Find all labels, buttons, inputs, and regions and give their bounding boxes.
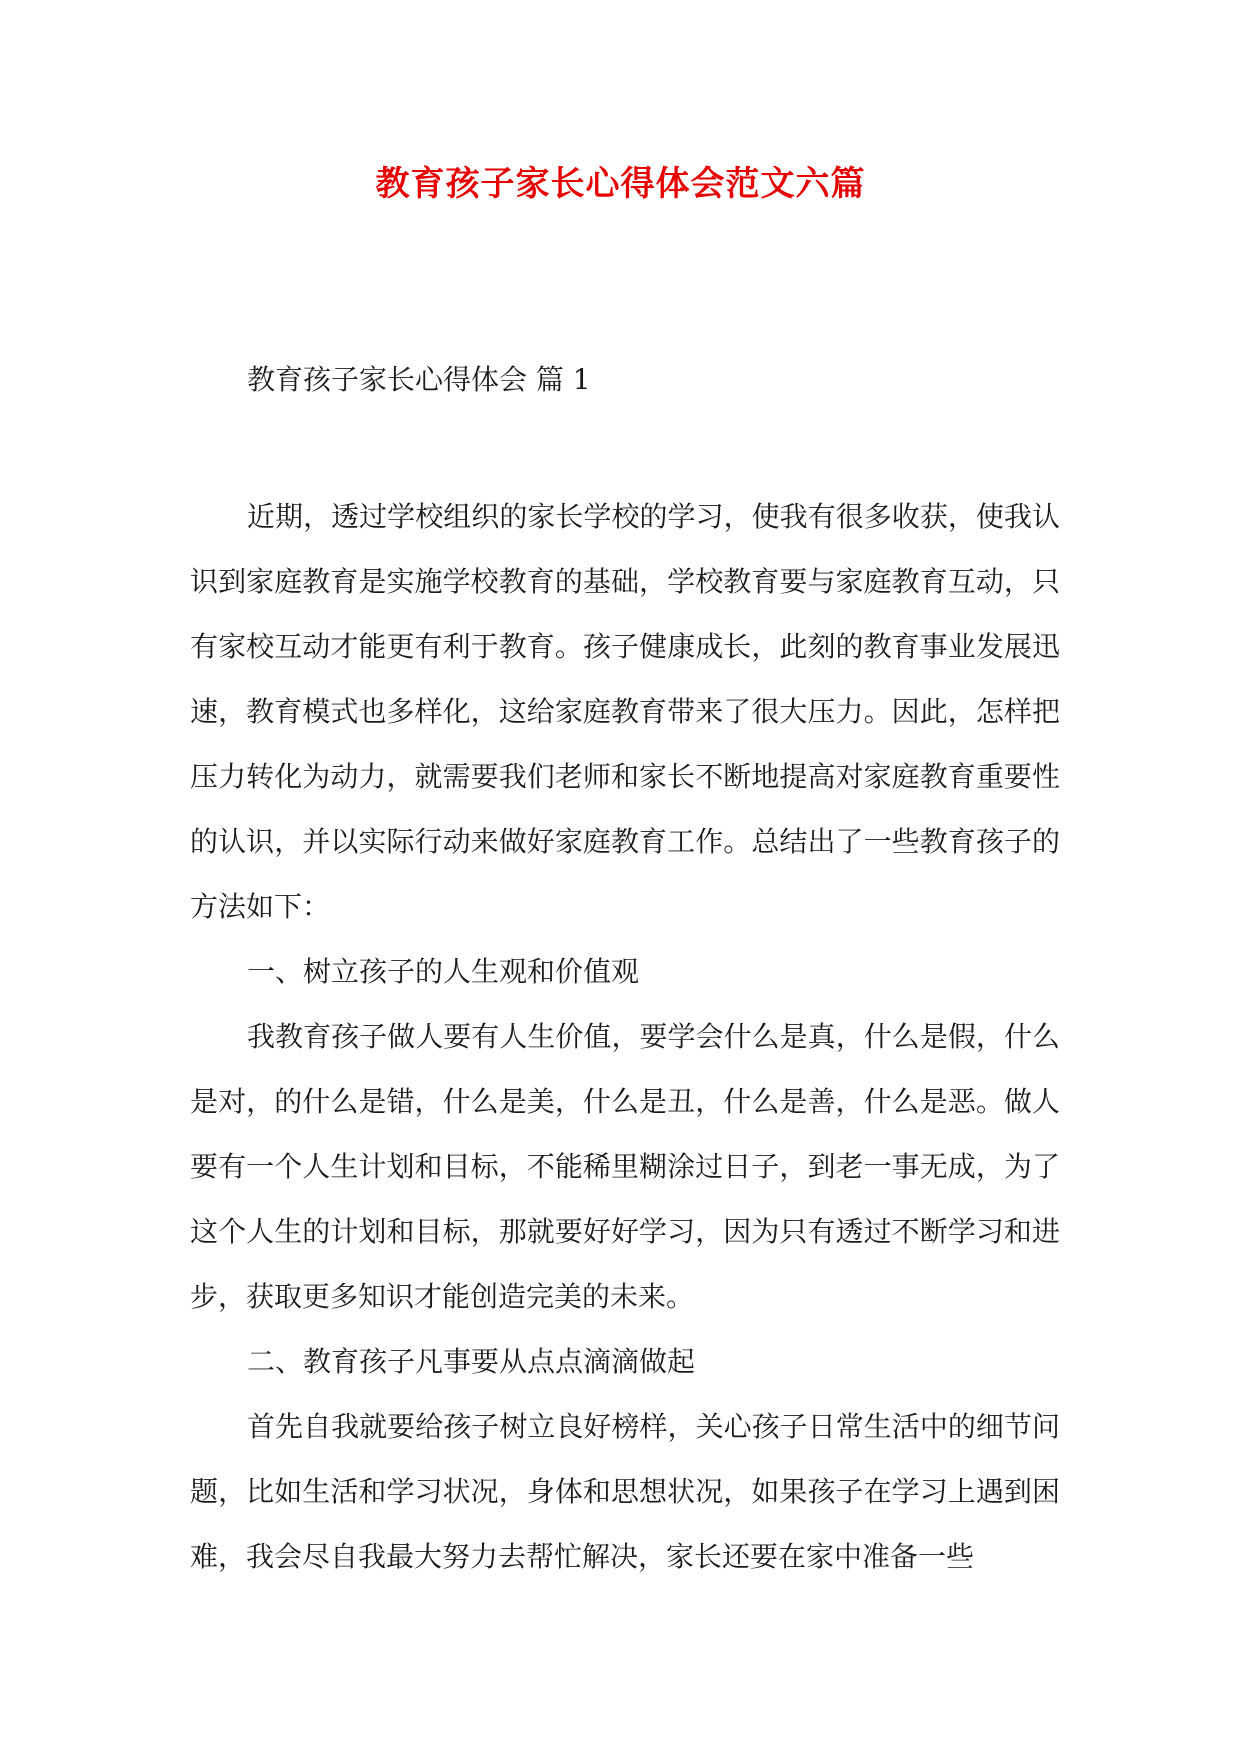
- paragraph-one: 我教育孩子做人要有人生价值，要学会什么是真，什么是假，什么是对，的什么是错，什么是美，什么是丑，什么是善，什么是恶。做人要有一个人生计划和目标，不能稀里糊涂过日子，到老一事无成，为了这个人生的计划和目标，那就要好好学习，因为只有透过不断学习和进步，获取更多知识才能创造完美的未来。: [190, 1020, 1060, 1313]
- subheading-one: 一、树立孩子的人生观和价值观: [247, 955, 640, 988]
- paragraph-intro: 近期，透过学校组织的家长学校的学习，使我有很多收获，使我认识到家庭教育是实施学校教育的基础，学校教育要与家庭教育互动，只有家校互动才能更有利于教育。孩子健康成长，此刻的教育事业发展迅速，教育模式也多样化，这给家庭教育带来了很大压力。因此，怎样把压力转化为动力，就需要我们老师和家长不断地提高对家庭教育重要性的认识，并以实际行动来做好家庭教育工作。总结出了一些教育孩子的方法如下：: [190, 500, 1060, 923]
- subheading-two: 二、教育孩子凡事要从点点滴滴做起: [247, 1345, 696, 1378]
- document-body: [190, 484, 1060, 1589]
- paragraph-two: 首先自我就要给孩子树立良好榜样，关心孩子日常生活中的细节问题，比如生活和学习状况，身体和思想状况，如果孩子在学习上遇到困难，我会尽自我最大努力去帮忙解决，家长还要在家中准备一些: [190, 1410, 1060, 1573]
- document-title: 教育孩子家长心得体会范文六篇: [375, 164, 866, 204]
- section-heading: 教育孩子家长心得体会 篇 1: [247, 363, 591, 396]
